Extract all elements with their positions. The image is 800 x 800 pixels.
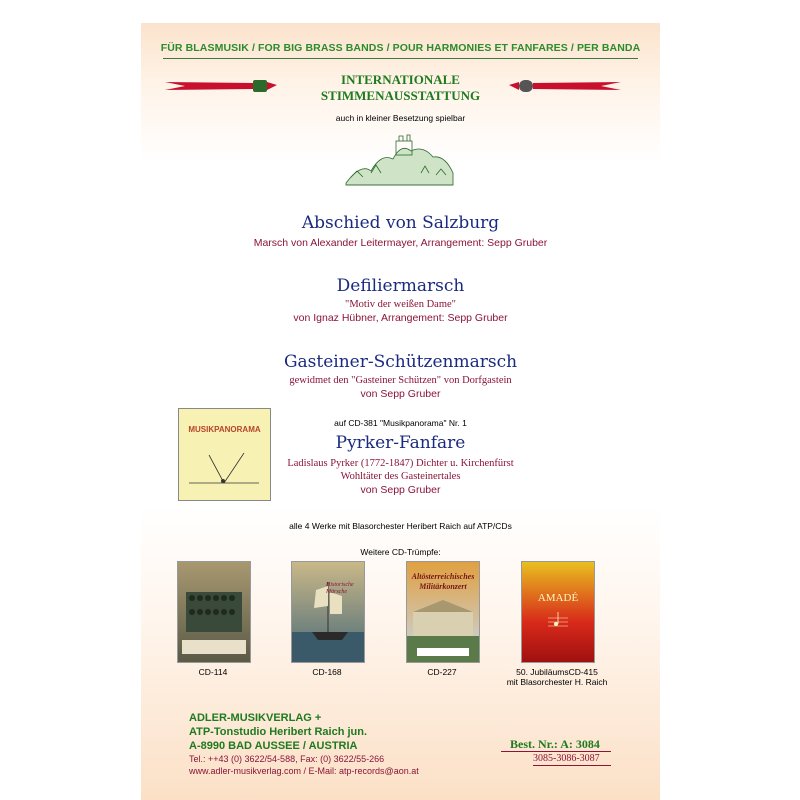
divider — [163, 58, 638, 59]
web-email: www.adler-musikverlag.com / E-Mail: atp-records@aon.at — [189, 766, 419, 776]
intl-heading-line1: INTERNATIONALE — [341, 72, 460, 87]
work-4-line2: Wohltäter des Gasteinertales — [340, 471, 461, 482]
cd-415-label-line1: 50. JubiläumsCD-415 — [516, 667, 598, 677]
order-underline-1 — [501, 751, 611, 752]
work-3-line1: gewidmet den "Gasteiner Schützen" von Dorfgastein — [289, 375, 512, 386]
work-3-title: Gasteiner-Schützenmarsch — [283, 352, 518, 372]
cd-227-cover-title: Altösterreichisches Militärkonzert — [411, 572, 475, 591]
cd-168-ship-picture — [292, 562, 364, 662]
work-4-line1: Ladislaus Pyrker (1772-1847) Dichter u. Kirchenfürst — [287, 458, 514, 469]
salzburg-sketch-illustration — [341, 133, 461, 191]
more-cds-heading: Weitere CD-Trümpfe: — [360, 547, 441, 557]
work-2-title: Defiliermarsch — [336, 276, 465, 296]
work-4-title: Pyrker-Fanfare — [335, 433, 466, 453]
publisher-block — [189, 711, 419, 777]
header-subtitle: auch in kleiner Besetzung spielbar — [335, 113, 466, 123]
intl-heading — [141, 72, 660, 104]
studio-name: ATP-Tonstudio Heribert Raich jun. — [189, 726, 368, 738]
cd-415-music-note-graphic — [522, 562, 594, 662]
languages-line: FÜR BLASMUSIK / FOR BIG BRASS BANDS / POUR HARMONIES ET FANFARES / PER BANDA — [160, 42, 641, 54]
order-underline-2 — [533, 765, 611, 766]
order-number: Best. Nr.: A: 3084 — [510, 737, 600, 751]
publisher-name: ADLER-MUSIKVERLAG + — [189, 712, 322, 724]
cd-114-band-photo — [178, 562, 250, 662]
cd-note: auf CD-381 "Musikpanorama" Nr. 1 — [334, 418, 467, 428]
cd-415-label-line2: mit Blasorchester H. Raich — [506, 677, 608, 687]
phone-fax: Tel.: ++43 (0) 3622/54-588, Fax: (0) 3622/55-266 — [189, 754, 385, 764]
cd-415-cover — [521, 561, 595, 663]
cd-114-cover — [177, 561, 251, 663]
work-1-line1: Marsch von Alexander Leitermayer, Arrangement: Sepp Gruber — [253, 237, 548, 249]
cd-227-cover — [406, 561, 480, 663]
cd-168-cover — [291, 561, 365, 663]
cd-415-label — [501, 667, 613, 687]
address: A-8990 BAD AUSSEE / AUSTRIA — [189, 740, 358, 752]
work-2-line1: "Motiv der weißen Dame" — [345, 299, 456, 310]
cd-381-cover-title: MUSIKPANORAMA — [188, 425, 261, 434]
work-4-line3: von Sepp Gruber — [360, 484, 441, 496]
cd-168-label: CD-168 — [312, 667, 342, 677]
work-1-title: Abschied von Salzburg — [301, 213, 500, 233]
cd-227-label: CD-227 — [427, 667, 457, 677]
cd-227-palace-picture — [407, 562, 479, 662]
all-works-note: alle 4 Werke mit Blasorchester Heribert Raich auf ATP/CDs — [289, 521, 512, 531]
order-number-2: 3085-3086-3087 — [533, 753, 600, 764]
cd-168-cover-title: Historische Märsche — [326, 582, 354, 595]
cd-415-cover-title: AMADÉ — [537, 592, 579, 604]
cd-114-label: CD-114 — [198, 667, 228, 677]
work-3-line2: von Sepp Gruber — [360, 388, 441, 400]
intl-heading-line2: STIMMENAUSSTATTUNG — [320, 88, 481, 103]
sheet — [141, 23, 660, 800]
work-2-line2: von Ignaz Hübner, Arrangement: Sepp Gruber — [293, 312, 508, 324]
